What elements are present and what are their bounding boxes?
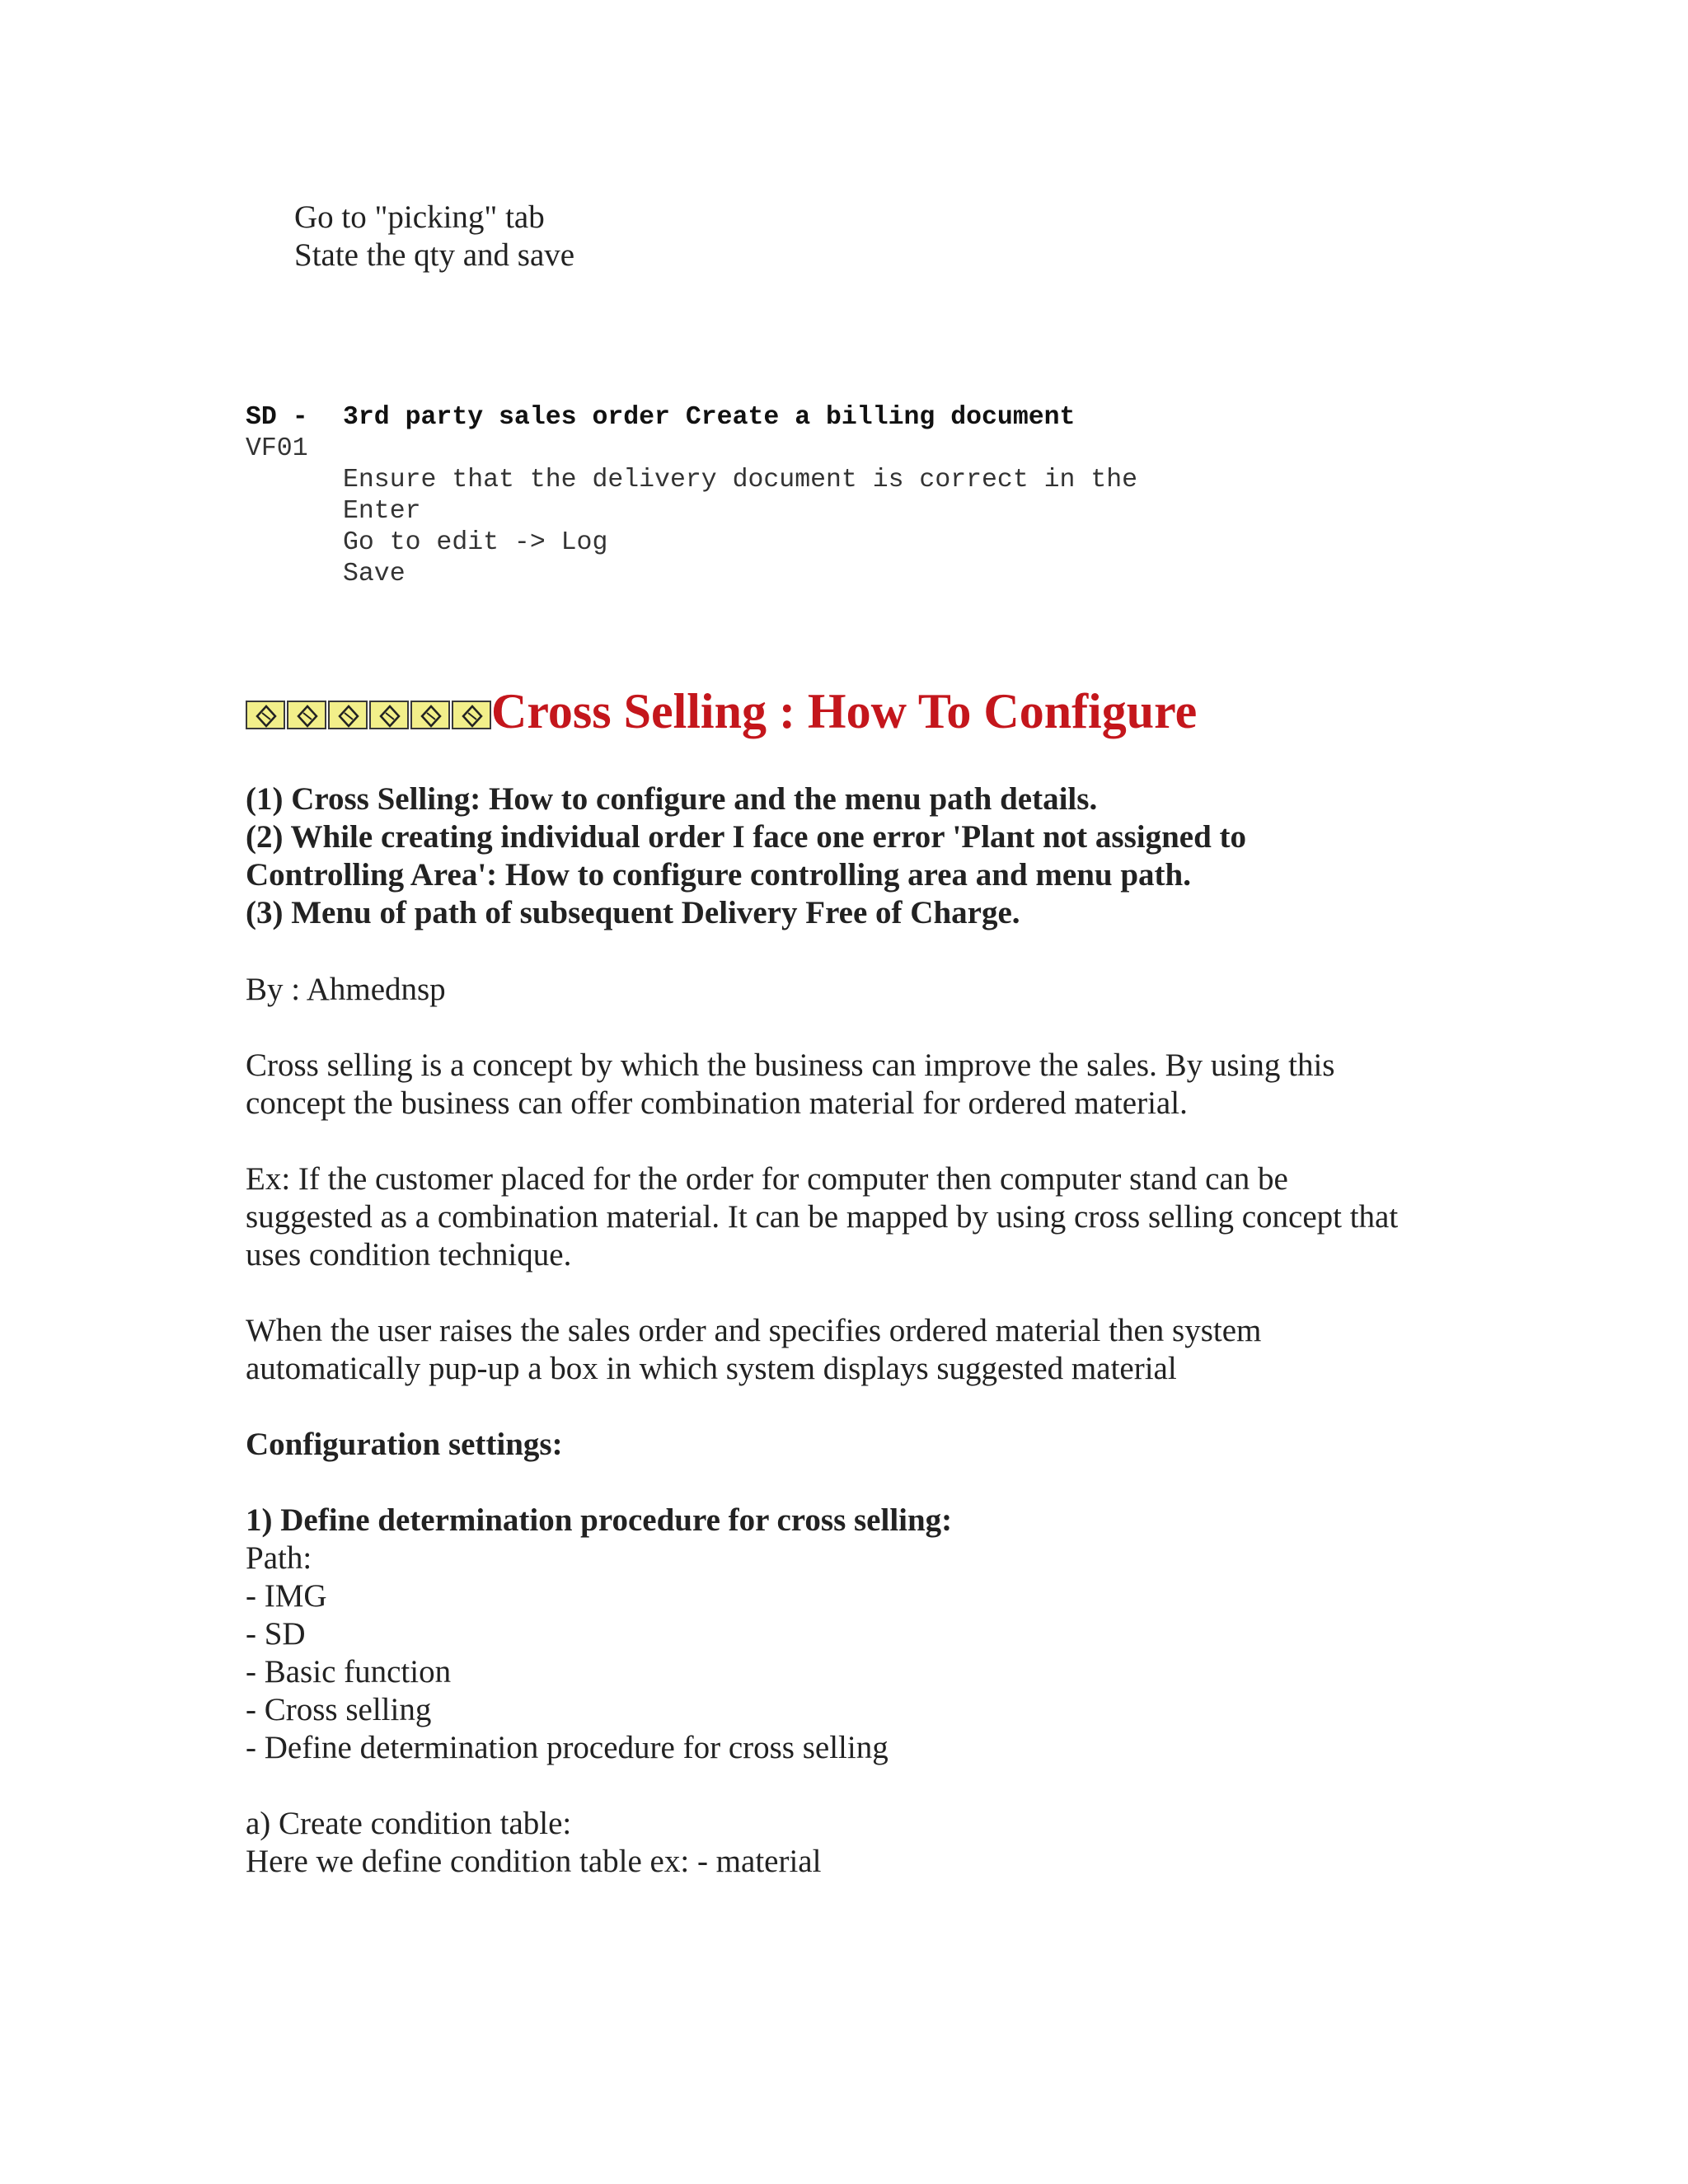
- paragraph-2-line-3: uses condition technique.: [246, 1237, 572, 1272]
- picking-step-2: State the qty and save: [294, 237, 575, 273]
- step-a-text: Here we define condition table ex: - material: [246, 1844, 822, 1879]
- sd-tcode: VF01: [246, 434, 308, 463]
- path-item: - Cross selling: [246, 1692, 432, 1727]
- decorative-icon-strip: [246, 701, 493, 729]
- step-a-heading: a) Create condition table:: [246, 1806, 572, 1841]
- path-label: Path:: [246, 1540, 312, 1576]
- article-title: Cross Selling : How To Configure: [491, 684, 1198, 738]
- sd-title: 3rd party sales order Create a billing document: [343, 403, 1076, 432]
- paragraph-2-line-1: Ex: If the customer placed for the order for computer then computer stand can be: [246, 1161, 1288, 1197]
- config-heading: Configuration settings:: [246, 1427, 563, 1462]
- question-2-cont: Controlling Area': How to configure controlling area and menu path.: [246, 857, 1191, 893]
- paragraph-1-line-2: concept the business can offer combination material for ordered material.: [246, 1085, 1188, 1121]
- diamond-icon: [246, 701, 285, 729]
- sd-step-4: Save: [343, 560, 406, 588]
- path-item: - Basic function: [246, 1654, 452, 1690]
- diamond-icon: [410, 701, 450, 729]
- question-3: (3) Menu of path of subsequent Delivery Free of Charge.: [246, 895, 1020, 930]
- paragraph-3-line-1: When the user raises the sales order and specifies ordered material then system: [246, 1313, 1262, 1348]
- diamond-icon: [287, 701, 326, 729]
- author-byline: By : Ahmednsp: [246, 972, 446, 1007]
- diamond-icon: [452, 701, 491, 729]
- path-item: - IMG: [246, 1578, 327, 1614]
- sd-prefix: SD -: [246, 403, 308, 432]
- sd-step-1: Ensure that the delivery document is correct in the: [343, 466, 1138, 494]
- diamond-icon: [328, 701, 368, 729]
- sd-step-2: Enter: [343, 497, 421, 526]
- paragraph-3-line-2: automatically pup-up a box in which system displays suggested material: [246, 1351, 1177, 1386]
- question-2: (2) While creating individual order I face one error 'Plant not assigned to: [246, 819, 1247, 855]
- diamond-icon: [369, 701, 409, 729]
- path-item: - Define determination procedure for cross selling: [246, 1730, 889, 1765]
- paragraph-1-line-1: Cross selling is a concept by which the business can improve the sales. By using this: [246, 1047, 1335, 1083]
- picking-step-1: Go to "picking" tab: [294, 199, 545, 235]
- question-1: (1) Cross Selling: How to configure and the menu path details.: [246, 781, 1098, 817]
- paragraph-2-line-2: suggested as a combination material. It can be mapped by using cross selling concept that: [246, 1199, 1399, 1235]
- path-item: - SD: [246, 1616, 306, 1652]
- sd-step-3: Go to edit -> Log: [343, 528, 608, 557]
- step-1-heading: 1) Define determination procedure for cross selling:: [246, 1502, 953, 1538]
